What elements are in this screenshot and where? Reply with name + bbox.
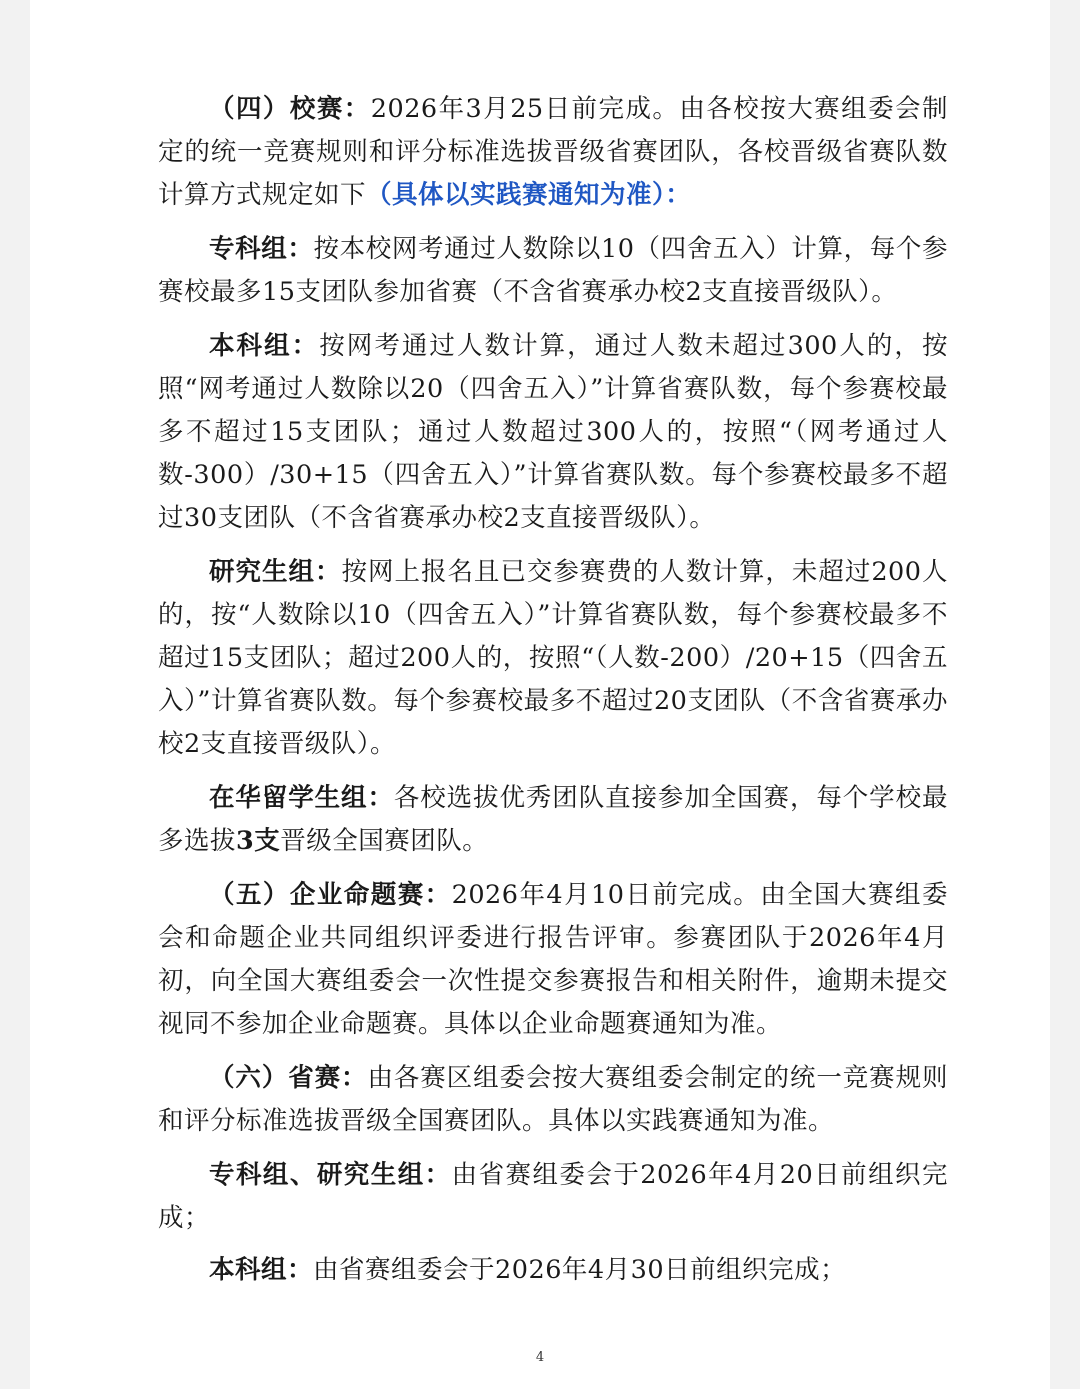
note-highlight: （具体以实践赛通知为准）： bbox=[366, 180, 692, 210]
group-label-junior-graduate: 专科组、研究生组： bbox=[209, 1160, 452, 1190]
page-number: 4 bbox=[535, 1350, 545, 1365]
paragraph-provincial-undergraduate bbox=[158, 1249, 948, 1292]
paragraph-undergraduate-group bbox=[158, 325, 948, 540]
paragraph-international-student-group bbox=[158, 777, 948, 863]
paragraph-text: 2026年4月10日前完成。由全国大赛组委会和命题企业共同组织评委进行报告评审。参赛团队于2026年4月初，向全国大赛组委会一次性提交参赛报告和相关附件，逾期未提交视同不参加企业命题赛。具体以企业命题赛通知为准。 bbox=[158, 880, 948, 1039]
group-label-undergraduate: 本科组： bbox=[209, 331, 320, 361]
document-page bbox=[30, 0, 1050, 1389]
paragraph-junior-college-group bbox=[158, 228, 948, 314]
paragraph-provincial-competition bbox=[158, 1057, 948, 1143]
document-body bbox=[158, 88, 948, 1301]
paragraph-text: 由省赛组委会于2026年4月20日前组织完成； bbox=[158, 1160, 948, 1233]
paragraph-graduate-group bbox=[158, 551, 948, 766]
team-count-bold: 3支 bbox=[236, 826, 281, 856]
paragraph-school-competition bbox=[158, 88, 948, 217]
paragraph-text: 晋级全国赛团队。 bbox=[280, 826, 489, 856]
paragraph-provincial-junior-graduate bbox=[158, 1154, 948, 1240]
paragraph-text: 按网上报名且已交参赛费的人数计算，未超过200人的，按“人数除以10（四舍五入）”计算省赛队数，每个参赛校最多不超过15支团队；超过200人的，按照“（人数-200）/20+15（四舍五入）”计算省赛队数。每个参赛校最多不超过20支团队（不含省赛承办校2支直接晋级队）。 bbox=[158, 557, 948, 759]
group-label-international-student: 在华留学生组： bbox=[209, 783, 394, 813]
paragraph-text: 各校选拔优秀团队直接参加全国赛，每个学校最多选拔 bbox=[158, 783, 948, 856]
paragraph-text: 按网考通过人数计算，通过人数未超过300人的，按照“网考通过人数除以20（四舍五入）”计算省赛队数，每个参赛校最多不超过15支团队；通过人数超过300人的，按照“（网考通过人数-300）/30+15（四舍五入）”计算省赛队数。每个参赛校最多不超过30支团队（不含省赛承办校2支直接晋级队）。 bbox=[158, 331, 948, 533]
paragraph-text: 由省赛组委会于2026年4月30日前组织完成； bbox=[313, 1255, 847, 1285]
paragraph-enterprise-competition bbox=[158, 874, 948, 1046]
group-label-junior-college: 专科组： bbox=[209, 234, 314, 264]
group-label-graduate: 研究生组： bbox=[209, 557, 342, 587]
section-heading-provincial-competition: （六）省赛： bbox=[209, 1063, 368, 1093]
paragraph-text: 2026年3月25日前完成。由各校按大赛组委会制定的统一竞赛规则和评分标准选拔晋级省赛团队，各校晋级省赛队数计算方式规定如下 bbox=[158, 94, 948, 210]
section-heading-school-competition: （四）校赛： bbox=[209, 94, 371, 124]
paragraph-text: 按本校网考通过人数除以10（四舍五入）计算，每个参赛校最多15支团队参加省赛（不含省赛承办校2支直接晋级队）。 bbox=[158, 234, 948, 307]
section-heading-enterprise-competition: （五）企业命题赛： bbox=[209, 880, 452, 910]
paragraph-text: 由各赛区组委会按大赛组委会制定的统一竞赛规则和评分标准选拔晋级全国赛团队。具体以实践赛通知为准。 bbox=[158, 1063, 948, 1136]
group-label-undergraduate-provincial: 本科组： bbox=[209, 1255, 314, 1285]
